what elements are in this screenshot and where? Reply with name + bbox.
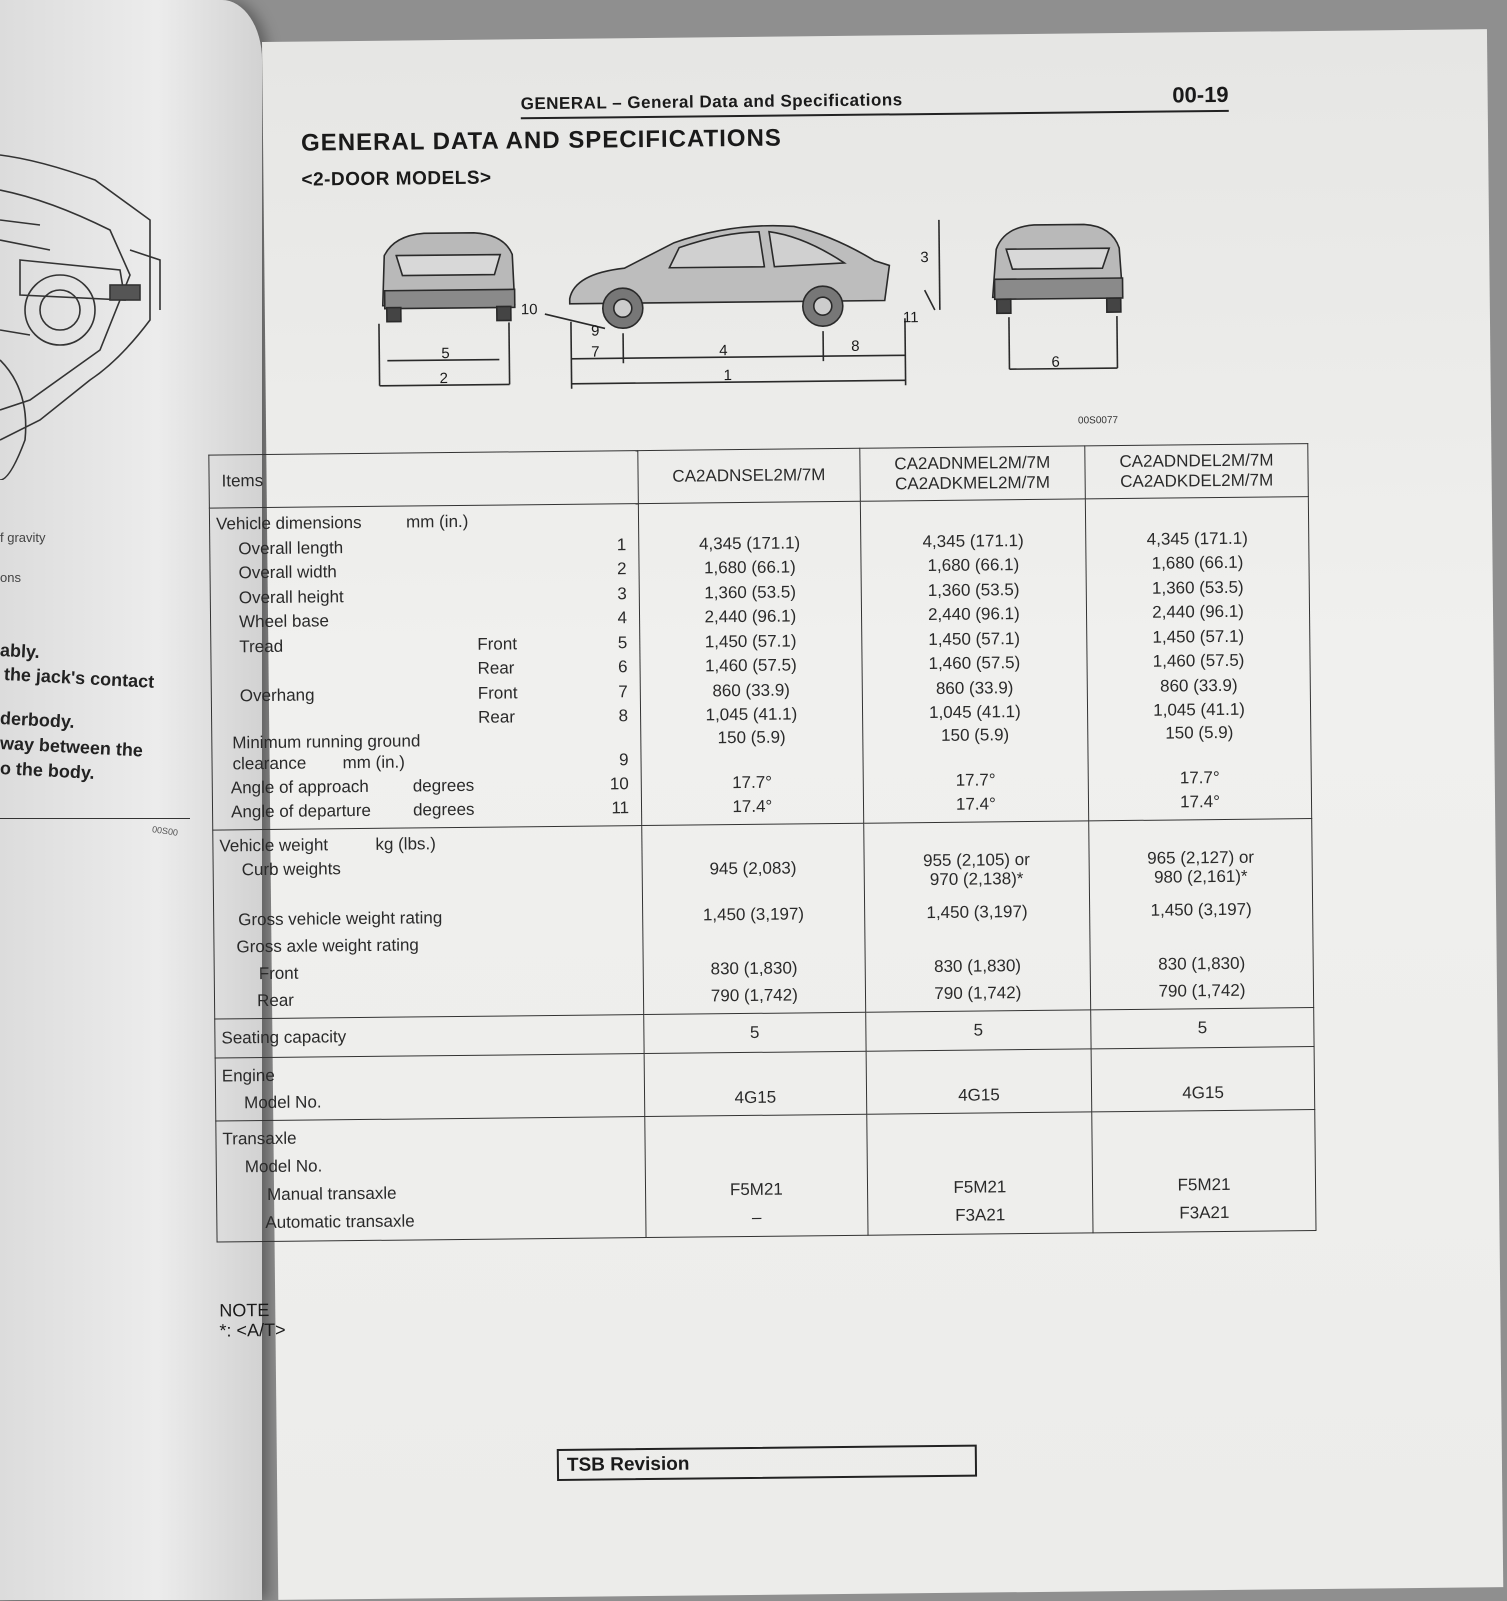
specifications-table [208, 443, 1316, 1242]
dim-label: 8 [851, 338, 860, 355]
manual-page [262, 29, 1503, 1600]
seating-label: Seating capacity [215, 1015, 644, 1058]
figure-code: 00S0077 [1078, 415, 1118, 426]
dim-label: 1 [723, 367, 732, 384]
column-header-items: Items [209, 451, 639, 508]
dim-label: 2 [439, 370, 448, 387]
engine-value: 4G15 [644, 1051, 866, 1116]
vehicle-dimension-diagram [364, 208, 1146, 431]
seating-value: 5 [865, 1010, 1091, 1051]
left-line: ably. [0, 640, 40, 663]
weight-labels: Vehicle weight kg (lbs.) Curb weights Gross vehicle weight rating Gross axle weight rating Front Rear [213, 825, 644, 1019]
underbody-illustration [0, 60, 190, 480]
transaxle-values: F5M21 F3A21 [866, 1112, 1093, 1235]
transaxle-labels: Transaxle Model No. Manual transaxle Automatic transaxle [216, 1117, 646, 1242]
header-title: GENERAL – General Data and Specifications [521, 90, 903, 117]
dim-label: 11 [903, 309, 919, 326]
dim-label: 5 [441, 345, 450, 362]
dimensions-values: 4,345 (171.1) 1,680 (66.1) 1,360 (53.5) 2,440 (96.1) 1,450 (57.1) 1,460 (57.5) 860 (33.9) 1,045 (41.1) 150 (5.9) 17.7° 17.4° [860, 499, 1089, 823]
engine-value: 4G15 [1091, 1047, 1315, 1112]
note [219, 1300, 285, 1341]
table-row-engine [215, 1047, 1315, 1122]
transaxle-values: F5M21 F3A21 [1092, 1110, 1316, 1233]
figure-code: 00S00 [151, 824, 178, 838]
page-title: GENERAL DATA AND SPECIFICATIONS [301, 125, 782, 158]
tsb-revision-box: TSB Revision [557, 1445, 977, 1481]
table-row-transaxle [216, 1110, 1316, 1243]
weight-values: 965 (2,127) or 980 (2,161)* 1,450 (3,197) 830 (1,830) 790 (1,742) [1089, 818, 1314, 1010]
dimensions-values: 4,345 (171.1) 1,680 (66.1) 1,360 (53.5) 2,440 (96.1) 1,450 (57.1) 1,460 (57.5) 860 (33.9) 1,045 (41.1) 150 (5.9) 17.7° 17.4° [1085, 497, 1311, 821]
rear-view-illustration [992, 224, 1124, 369]
table-row-weight [213, 818, 1314, 1019]
weight-values: 945 (2,083) 1,450 (3,197) 830 (1,830) 790 (1,742) [642, 823, 866, 1015]
transaxle-values: F5M21 – [645, 1114, 868, 1237]
dim-label: 7 [591, 343, 600, 360]
seating-value: 5 [1091, 1008, 1314, 1049]
dim-label: 4 [719, 342, 728, 359]
dim-label: 6 [1051, 354, 1060, 371]
weight-values: 955 (2,105) or 970 (2,138)* 1,450 (3,197) 830 (1,830) 790 (1,742) [863, 820, 1090, 1012]
note-text: *: <A/T> [219, 1320, 285, 1341]
left-label: ons [0, 570, 21, 585]
side-view-illustration [544, 220, 941, 389]
left-label: f gravity [0, 530, 46, 545]
left-line: derbody. [0, 708, 75, 733]
left-line: o the body. [0, 758, 95, 784]
dimensions-values: 4,345 (171.1) 1,680 (66.1) 1,360 (53.5) 2,440 (96.1) 1,450 (57.1) 1,460 (57.5) 860 (33.9) 1,045 (41.1) 150 (5.9) 17.7° 17.4° [638, 501, 863, 825]
divider [0, 818, 190, 819]
note-title: NOTE [219, 1300, 285, 1321]
dimensions-labels: Vehicle dimensions mm (in.) Overall length 1 Overall width 2 Overall height 3 Wheel base 4 Tread Front 5 Rear 6 Overhang Front 7 Rear 8 Minimum running ground clearance mm (in.) 9 Angle of approach degrees 10 Angle of departure degrees 11 [209, 504, 641, 830]
section-subtitle: <2-DOOR MODELS> [301, 168, 491, 192]
dim-label: 9 [591, 322, 600, 339]
page-header [521, 82, 1229, 119]
engine-labels: Engine Model No. [215, 1054, 645, 1121]
left-line: way between the [0, 733, 143, 761]
front-view-illustration [378, 232, 516, 385]
dim-label: 3 [920, 249, 929, 266]
column-header: CA2ADNDEL2M/7M CA2ADKDEL2M/7M [1085, 444, 1308, 499]
column-header: CA2ADNSEL2M/7M [638, 448, 860, 503]
engine-value: 4G15 [866, 1049, 1092, 1114]
column-header: CA2ADNMEL2M/7M CA2ADKMEL2M/7M [859, 446, 1085, 501]
dim-label: 10 [521, 301, 538, 318]
seating-value: 5 [644, 1012, 866, 1053]
left-line: the jack's contact [3, 664, 154, 693]
page-number: 00-19 [1172, 82, 1229, 111]
table-row-dimensions [209, 497, 1311, 830]
